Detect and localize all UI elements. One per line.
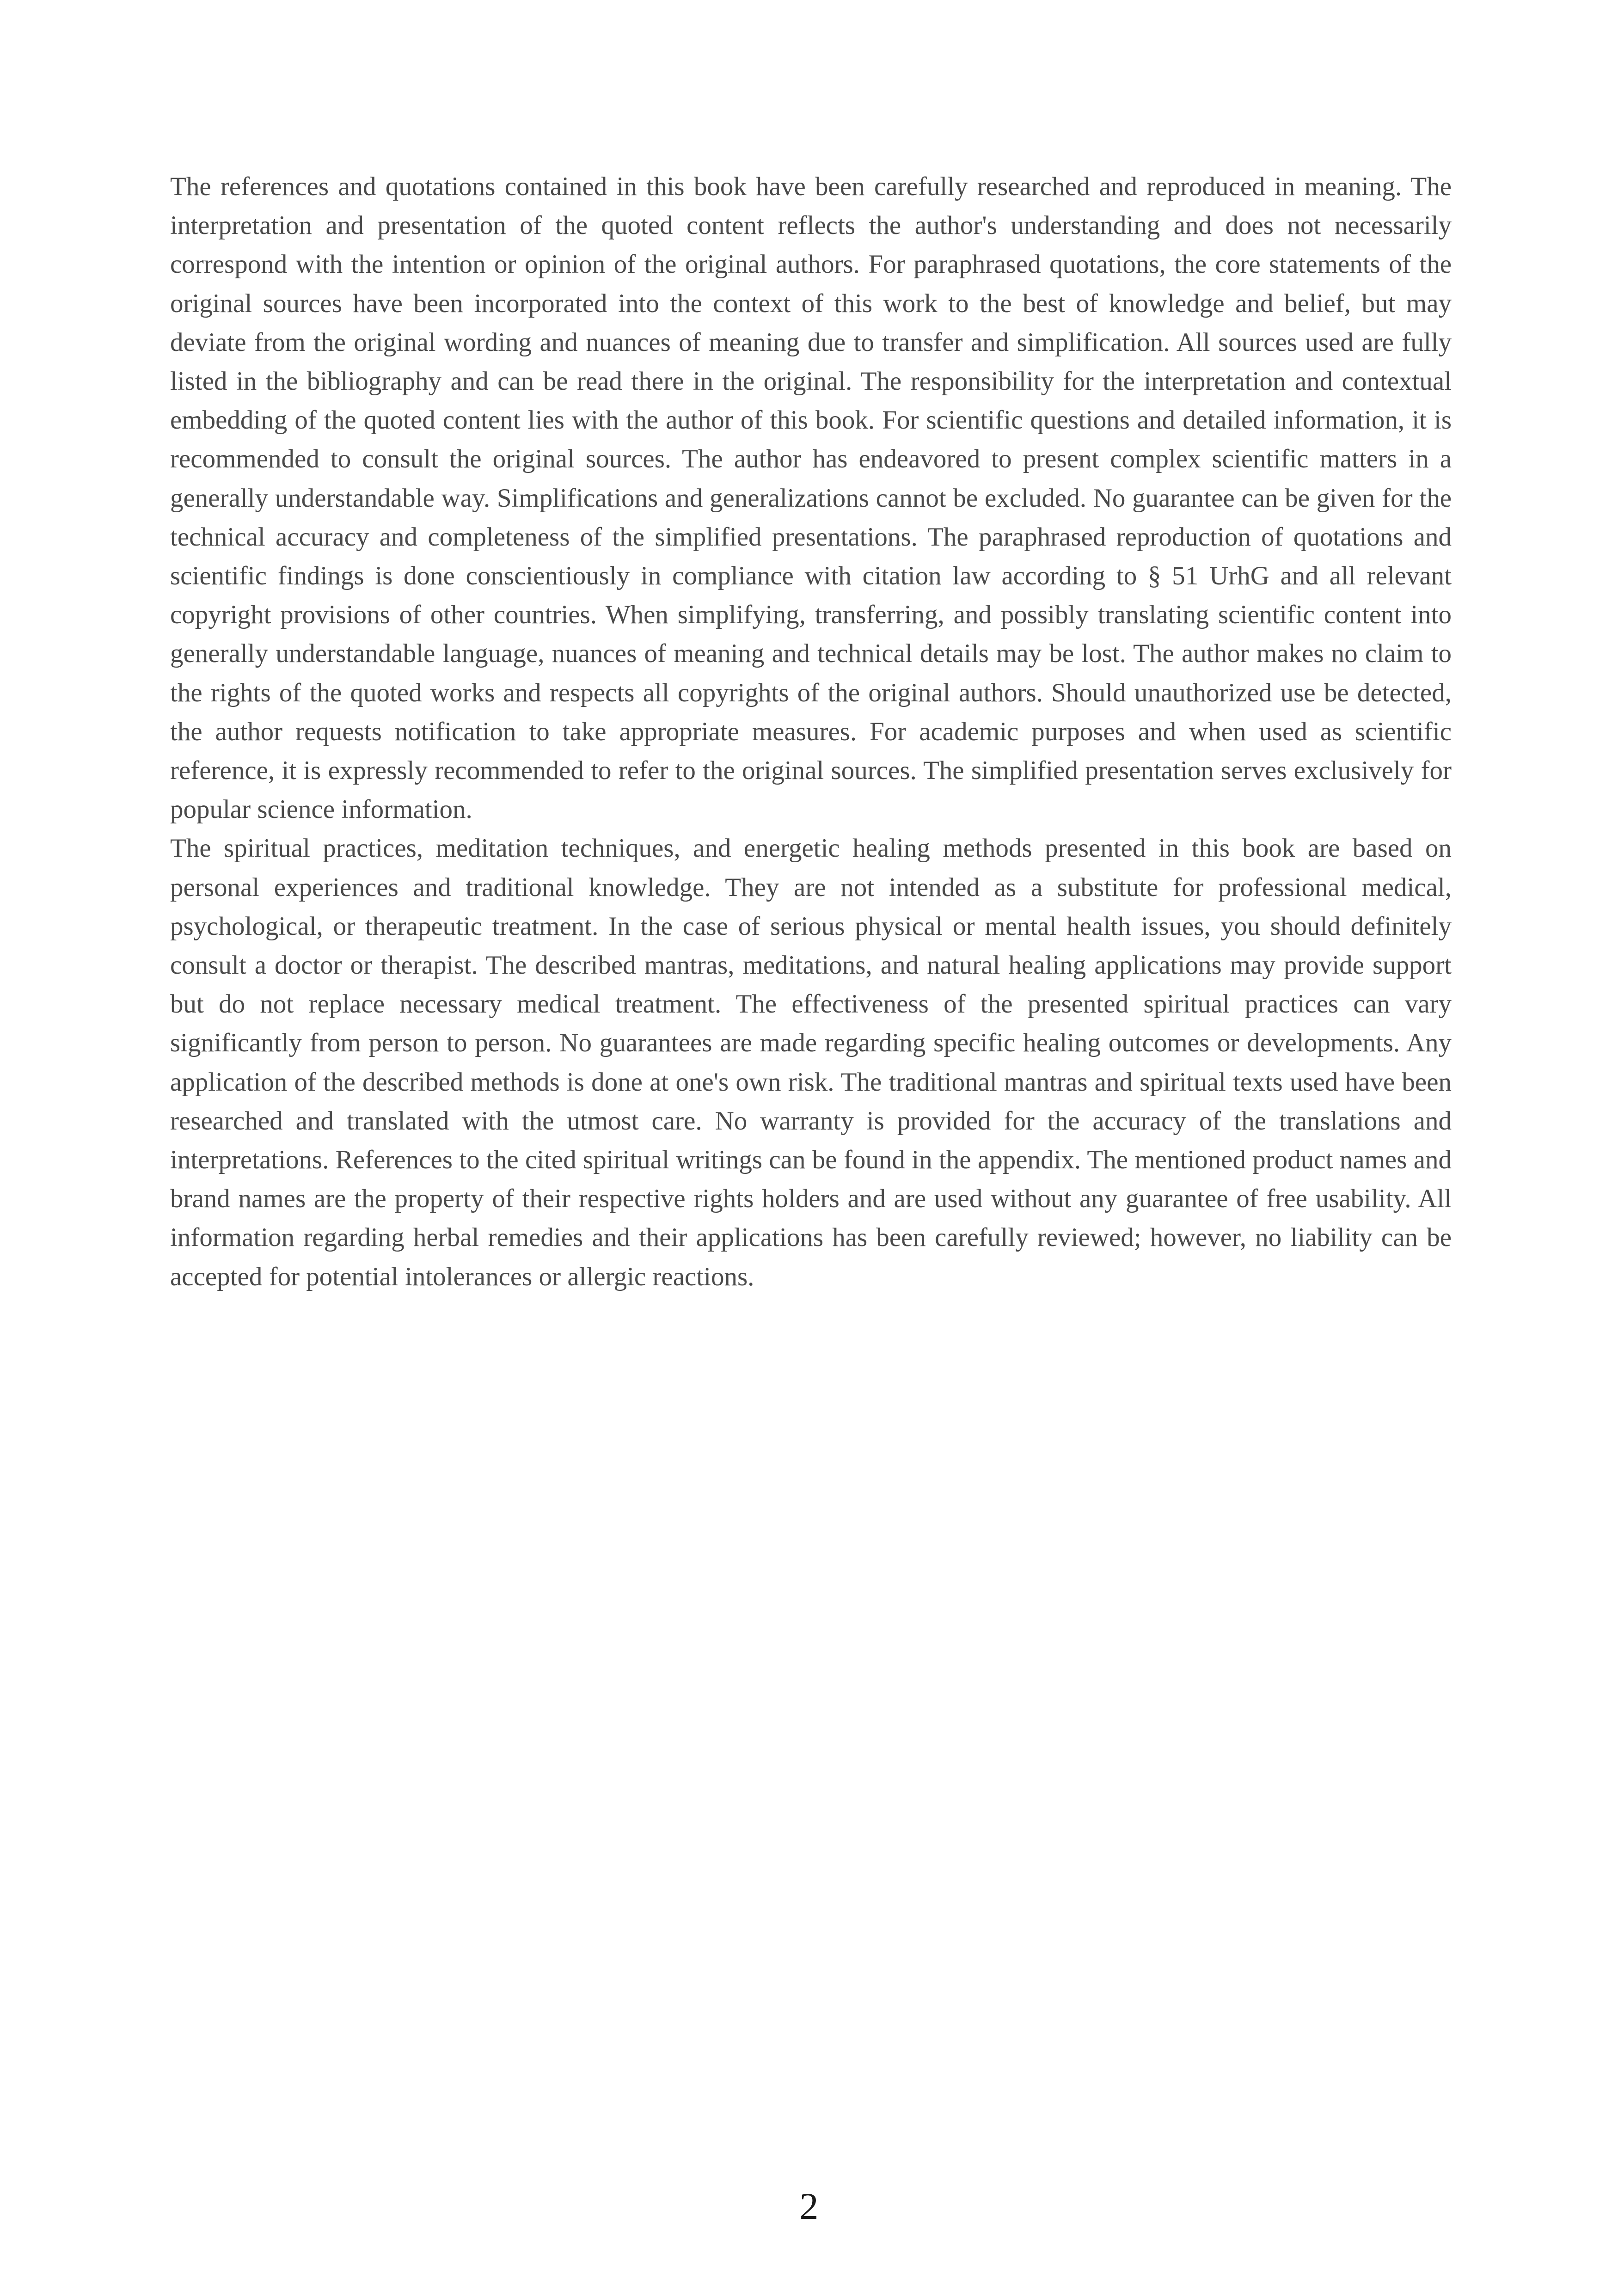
paragraph-health-disclaimer: The spiritual practices, meditation techniques, and energetic healing methods presented in this book are based on personal experiences and traditional knowledge. They are not intended as a substitute for professional medical, psychological, or therapeutic treatment. In the case of serious physical or mental health issues, you should definitely consult a doctor or therapist. The described mantras, meditations, and natural healing applications may provide support but do not replace necessary medical treatment. The effectiveness of the presented spiritual practices can vary significantly from person to person. No guarantees are made regarding specific healing outcomes or developments. Any application of the described methods is done at one's own risk. The traditional mantras and spiritual texts used have been researched and translated with the utmost care. No warranty is provided for the accuracy of the translations and interpretations. References to the cited spiritual writings can be found in the appendix. The mentioned product names and brand names are the property of their respective rights holders and are used without any guarantee of free usability. All information regarding herbal remedies and their applications has been carefully reviewed; however, no liability can be accepted for potential intolerances or allergic reactions.	[170, 834, 1452, 1291]
body-text	[170, 167, 1452, 1296]
paragraph-references-disclaimer: The references and quotations contained in this book have been carefully researched and reproduced in meaning. The interpretation and presentation of the quoted content reflects the author's understanding and does not necessarily correspond with the intention or opinion of the original authors. For paraphrased quotations, the core statements of the original sources have been incorporated into the context of this work to the best of knowledge and belief, but may deviate from the original wording and nuances of meaning due to transfer and simplification. All sources used are fully listed in the bibliography and can be read there in the original. The responsibility for the interpretation and contextual embedding of the quoted content lies with the author of this book. For scientific questions and detailed information, it is recommended to consult the original sources. The author has endeavored to present complex scientific matters in a generally understandable way. Simplifications and generalizations cannot be excluded. No guarantee can be given for the technical accuracy and completeness of the simplified presentations. The paraphrased reproduction of quotations and scientific findings is done conscientiously in compliance with citation law according to § 51 UrhG and all relevant copyright provisions of other countries. When simplifying, transferring, and possibly translating scientific content into generally understandable language, nuances of meaning and technical details may be lost. The author makes no claim to the rights of the quoted works and respects all copyrights of the original authors. Should unauthorized use be detected, the author requests notification to take appropriate measures. For academic purposes and when used as scientific reference, it is expressly recommended to refer to the original sources. The simplified presentation serves exclusively for popular science information.	[170, 172, 1452, 824]
page-number: 2	[799, 2185, 819, 2227]
